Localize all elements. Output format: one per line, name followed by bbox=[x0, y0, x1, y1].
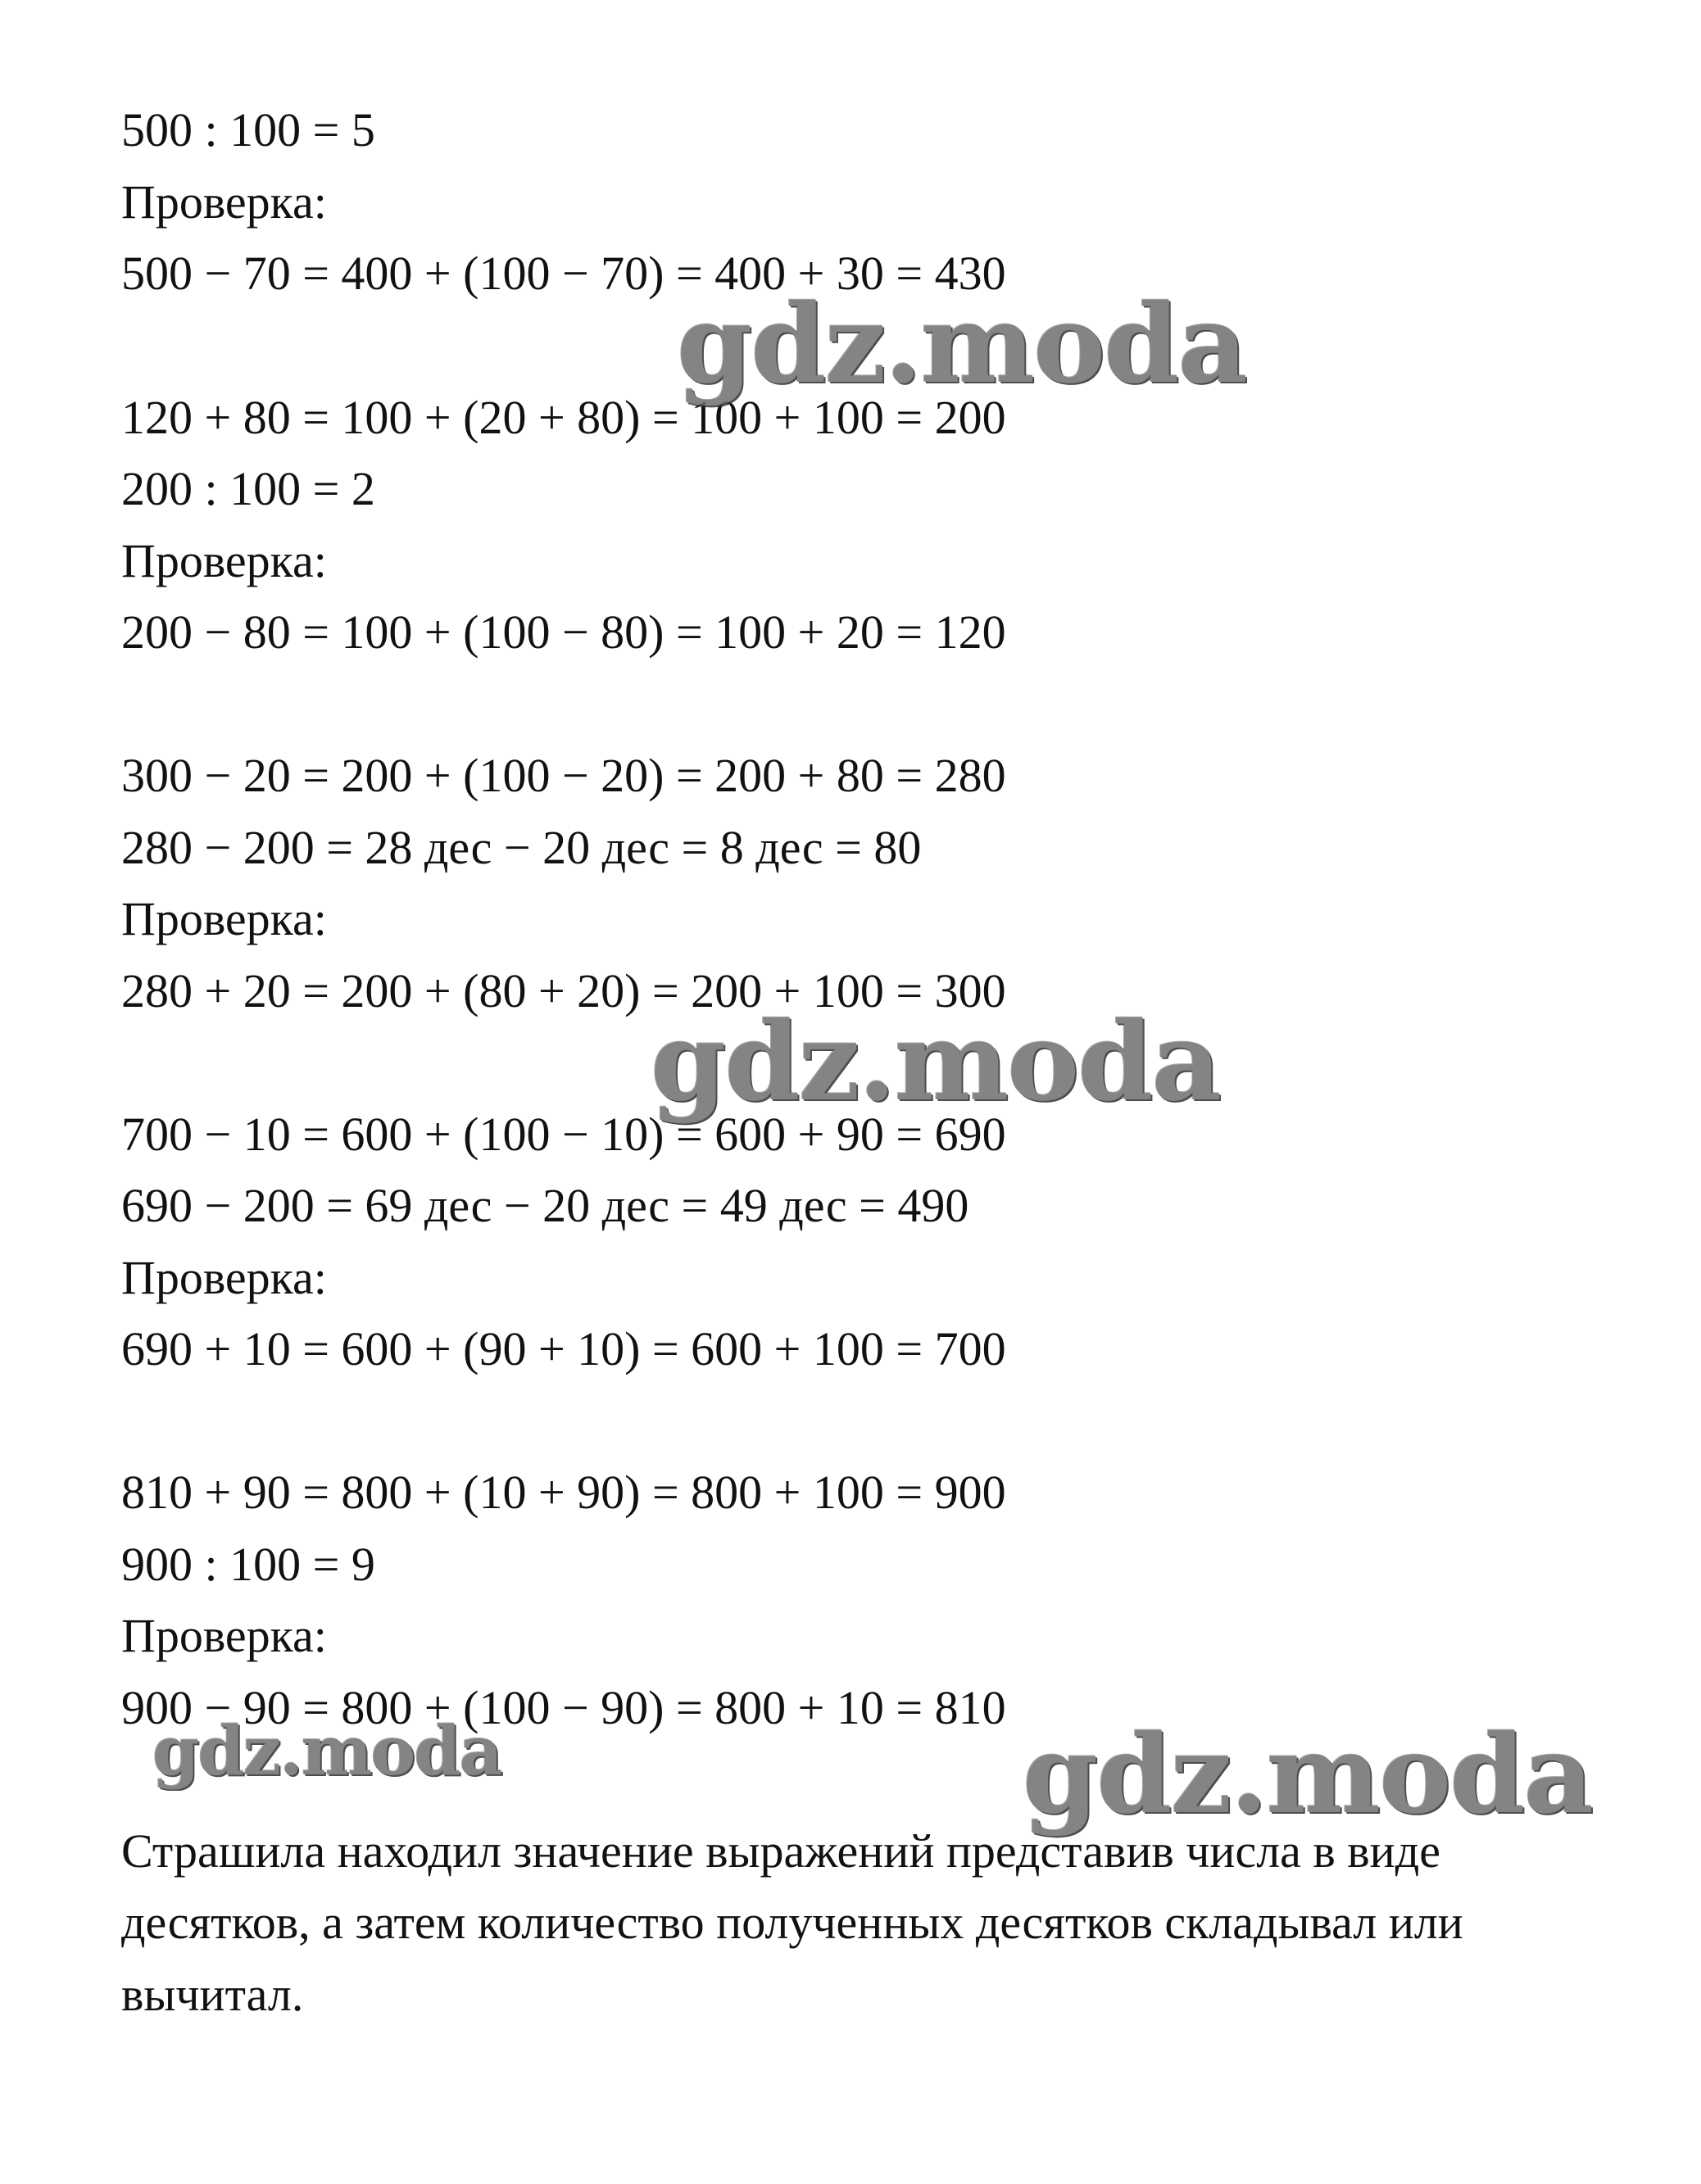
check-label: Проверка: bbox=[121, 534, 327, 587]
check-label: Проверка: bbox=[121, 175, 327, 229]
watermark: gdz.moda bbox=[1023, 1711, 1593, 1838]
equation-line: 120 + 80 = 100 + (20 + 80) = 100 + 100 = 200 bbox=[121, 391, 1006, 444]
equation-line: 280 + 20 = 200 + (80 + 20) = 200 + 100 = 300 bbox=[121, 964, 1006, 1017]
conclusion-line: вычитал. bbox=[121, 1968, 304, 2021]
equation-line: 690 + 10 = 600 + (90 + 10) = 600 + 100 = 700 bbox=[121, 1322, 1006, 1375]
conclusion-line: десятков, а затем количество полученных десятков складывал или bbox=[121, 1896, 1463, 1949]
equation-line: 280 − 200 = 28 дес − 20 дес = 8 дес = 80 bbox=[121, 821, 922, 874]
equation-line: 690 − 200 = 69 дес − 20 дес = 49 дес = 490 bbox=[121, 1179, 969, 1232]
conclusion-line: Страшила находил значение выражений представив числа в виде bbox=[121, 1824, 1440, 1878]
check-label: Проверка: bbox=[121, 1609, 327, 1662]
equation-line: 500 − 70 = 400 + (100 − 70) = 400 + 30 = 430 bbox=[121, 247, 1006, 300]
watermark: gdz.moda bbox=[152, 1712, 501, 1791]
watermark: gdz.moda bbox=[651, 999, 1221, 1126]
equation-line: 300 − 20 = 200 + (100 − 20) = 200 + 80 = 280 bbox=[121, 749, 1006, 802]
equation-line: 200 − 80 = 100 + (100 − 80) = 100 + 20 = 120 bbox=[121, 605, 1006, 659]
equation-line: 900 : 100 = 9 bbox=[121, 1538, 375, 1591]
watermark: gdz.moda bbox=[677, 281, 1247, 408]
equation-line: 700 − 10 = 600 + (100 − 10) = 600 + 90 = 690 bbox=[121, 1108, 1006, 1161]
check-label: Проверка: bbox=[121, 892, 327, 945]
equation-line: 500 : 100 = 5 bbox=[121, 103, 375, 156]
equation-line: 810 + 90 = 800 + (10 + 90) = 800 + 100 = 900 bbox=[121, 1466, 1006, 1519]
equation-line: 900 − 90 = 800 + (100 − 90) = 800 + 10 = 810 bbox=[121, 1681, 1006, 1734]
check-label: Проверка: bbox=[121, 1251, 327, 1304]
equation-line: 200 : 100 = 2 bbox=[121, 462, 375, 515]
